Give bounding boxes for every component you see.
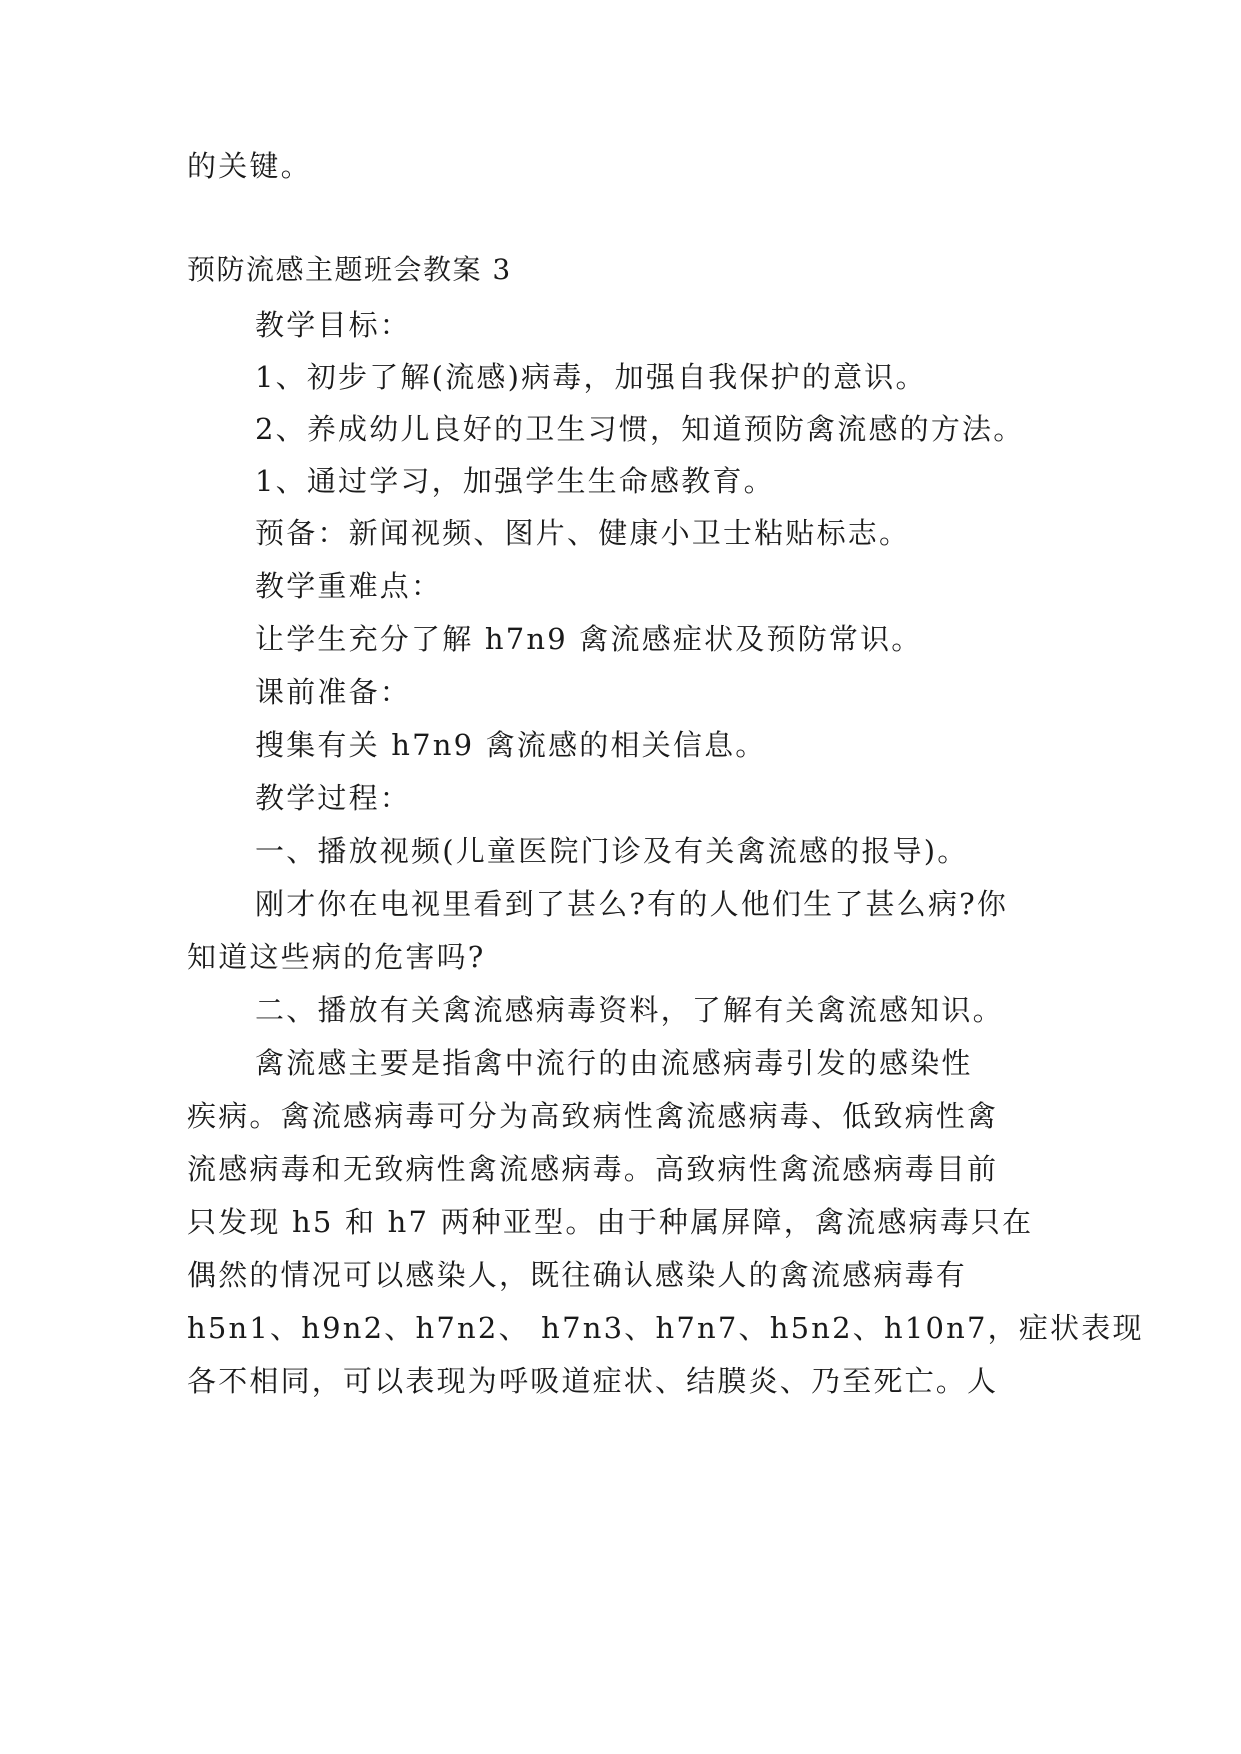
paragraph-line: 禽流感主要是指禽中流行的由流感病毒引发的感染性 (255, 1046, 973, 1080)
paragraph-line: 各不相同，可以表现为呼吸道症状、结膜炎、乃至死亡。人 (187, 1364, 999, 1398)
intro-tail-text: 的关键。 (187, 149, 312, 183)
heading-key-points: 教学重难点： (255, 569, 443, 603)
paragraph-line: h5n1、h9n2、h7n2、 h7n3、h7n7、h5n2、h10n7，症状表现 (187, 1311, 1144, 1345)
goal-item-1: 1、初步了解(流感)病毒，加强自我保护的意识。 (255, 360, 927, 394)
paragraph-line: 流感病毒和无致病性禽流感病毒。高致病性禽流感病毒目前 (187, 1152, 999, 1186)
section-title: 预防流感主题班会教案 3 (187, 253, 512, 286)
goal-item-2: 2、养成幼儿良好的卫生习惯，知道预防禽流感的方法。 (255, 412, 1025, 446)
goal-item-3: 1、通过学习，加强学生生命感教育。 (255, 464, 775, 498)
heading-teaching-process: 教学过程： (255, 781, 412, 815)
process-step-1: 一、播放视频(儿童医院门诊及有关禽流感的报导)。 (255, 834, 969, 868)
heading-class-prep: 课前准备： (255, 675, 412, 709)
class-prep-text: 搜集有关 h7n9 禽流感的相关信息。 (255, 728, 767, 762)
paragraph-line: 刚才你在电视里看到了甚么?有的人他们生了甚么病?你 (255, 887, 1009, 921)
paragraph-line: 疾病。禽流感病毒可分为高致病性禽流感病毒、低致病性禽 (187, 1099, 999, 1133)
paragraph-line: 偶然的情况可以感染人，既往确认感染人的禽流感病毒有 (187, 1258, 968, 1292)
paragraph-line: 知道这些病的危害吗? (187, 940, 486, 974)
preparation-text: 预备：新闻视频、图片、健康小卫士粘贴标志。 (255, 516, 911, 550)
paragraph-line: 只发现 h5 和 h7 两种亚型。由于种属屏障，禽流感病毒只在 (187, 1205, 1034, 1239)
process-step-2: 二、播放有关禽流感病毒资料，了解有关禽流感知识。 (255, 993, 1004, 1027)
heading-teaching-goals: 教学目标： (255, 308, 412, 342)
key-points-text: 让学生充分了解 h7n9 禽流感症状及预防常识。 (255, 622, 923, 656)
